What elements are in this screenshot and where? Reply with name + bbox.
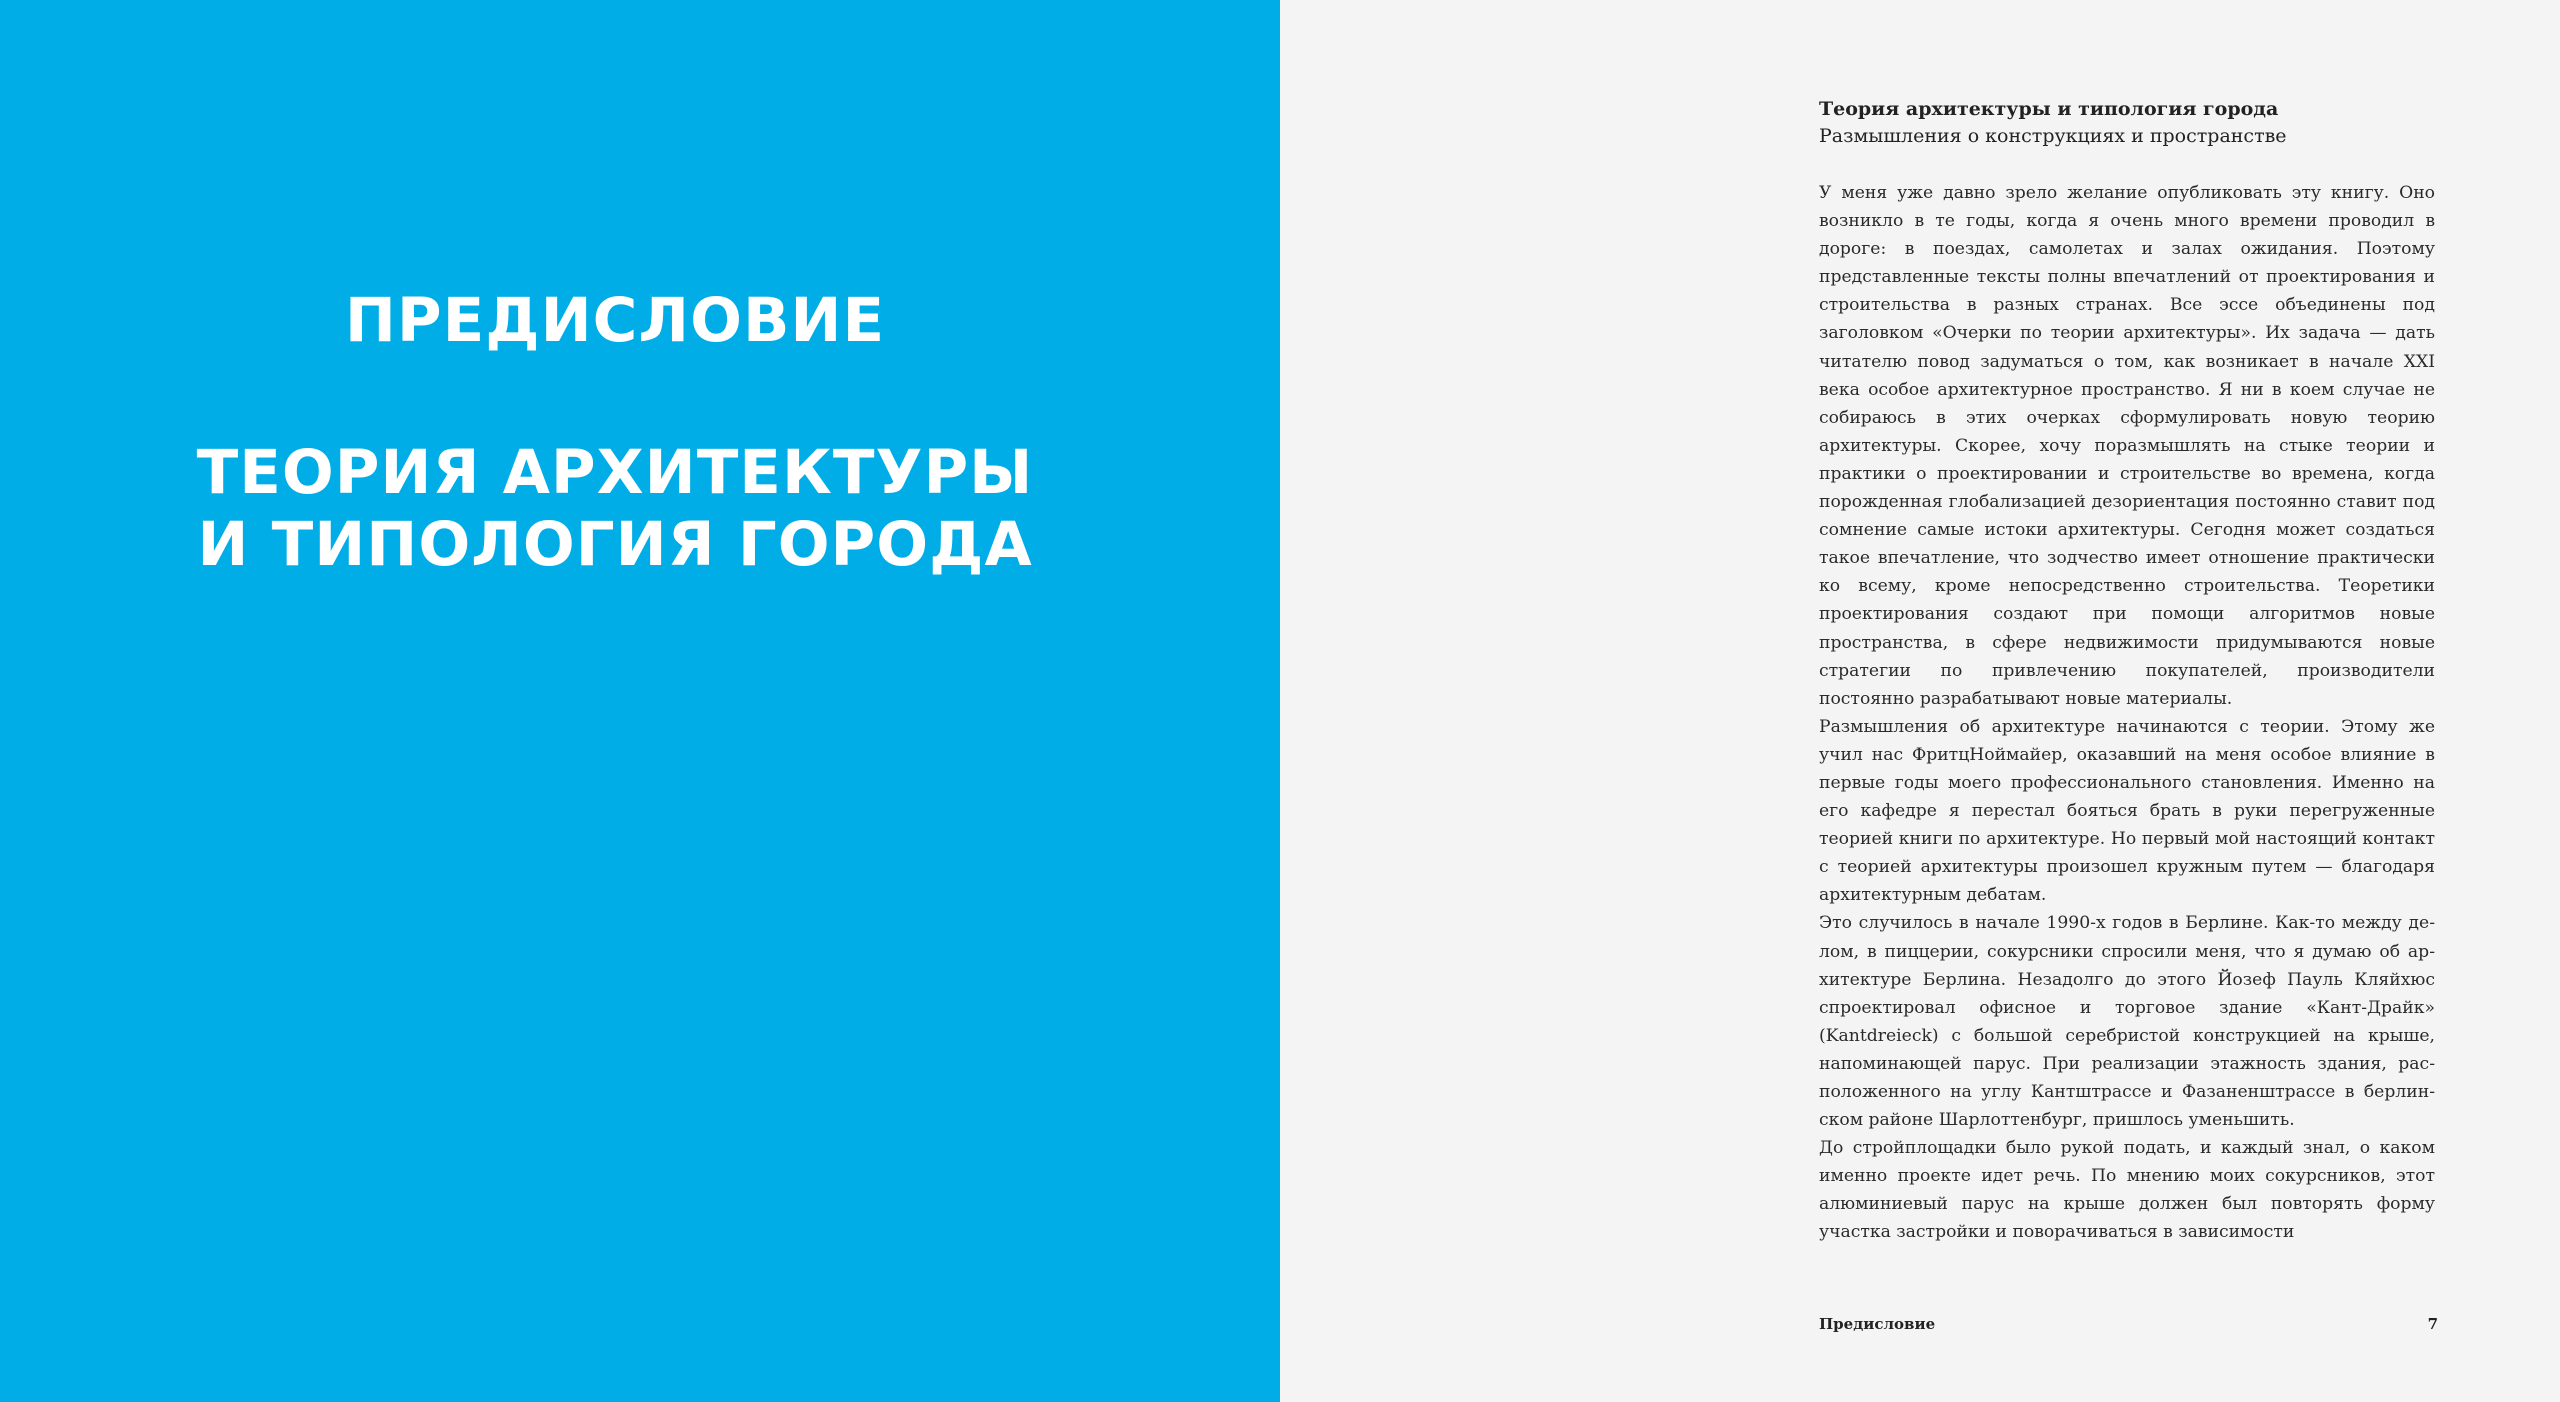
- main-title: ТЕОРИЯ АРХИТЕКТУРЫ И ТИПОЛОГИЯ ГОРОДА: [196, 437, 1034, 580]
- page-number: 7: [2427, 1315, 2438, 1333]
- paragraph: Это случилось в начале 1990-х годов в Берлине. Как-то между делом, в пиццерии, сокурсники спросили меня, что я думаю об архитектуре Берлина. Незадолго до этого Йозеф Пауль Кляйхюс спроектировал офисное и торговое здание «Кант-Драйк» (Kantdreieck) с большой серебристой конструкцией на крыше, напоминающей парус. При реализации этажность здания, расположенного на углу Кантштрассе и Фазаненштрассе в берлинском районе Шарлоттенбург, пришлось уменьшить.: [1819, 913, 2435, 1131]
- right-page-text: [1280, 0, 2560, 1402]
- running-head: [1819, 96, 2519, 150]
- paragraph: Размышления об архитектуре начинаются с теории. Этому же учил нас ФритцНоймайер, оказавший на меня особое влияние в первые годы моего профессионального становления. Именно на его кафедре я перестал бояться брать в руки перегруженные теорией книги по архитектуре. Но первый мой настоящий контакт с теорией архитектуры произошел кружным путем — благодаря архитектурным дебатам.: [1819, 716, 2435, 906]
- running-head-subtitle: Размышления о конструкциях и пространстве: [1819, 125, 2287, 147]
- footer-section-label: Предисловие: [1819, 1315, 1936, 1333]
- paragraph: До стройплощадки было рукой подать, и каждый знал, о каком именно проекте идет речь. По мнению моих сокурсников, этот алюминиевый парус на крыше должен был повторять форму участка застройки и поворачиваться в зависимости: [1819, 1138, 2435, 1243]
- paragraph: У меня уже давно зрело желание опубликовать эту книгу. Оно возникло в те годы, когда я очень много времени проводил в дороге: в поездах, самолетах и залах ожидания. Поэтому представленные тексты полны впечатлений от проектирования и строительства в разных странах. Все эссе объединены под заголовком «Очерки по теории архитектуры». Их задача — дать читателю повод задуматься о том, как возникает в начале XXI века особое архитектурное пространство. Я ни в коем случае не собираюсь в этих очерках сформулировать новую теорию архитектуры. Скорее, хочу поразмышлять на стыке теории и практики о проектировании и строительстве во времена, когда порожденная глобализацией дезориентация постоянно ставит под сомнение самые истоки архитектуры. Сегодня может создаться такое впечатление, что зодчество имеет отношение практически ко всему, кроме непосредственно строительства. Теоретики проектирования создают при помощи алгоритмов новые пространства, в сфере недвижимости придумываются новые стратегии по привлечению покупателей, производители постоянно разрабатывают новые материалы.: [1819, 183, 2435, 709]
- body-text: [1819, 179, 2435, 1247]
- preface-title: ПРЕДИСЛОВИЕ: [344, 285, 886, 356]
- running-head-title: Теория архитектуры и типология города: [1819, 98, 2279, 120]
